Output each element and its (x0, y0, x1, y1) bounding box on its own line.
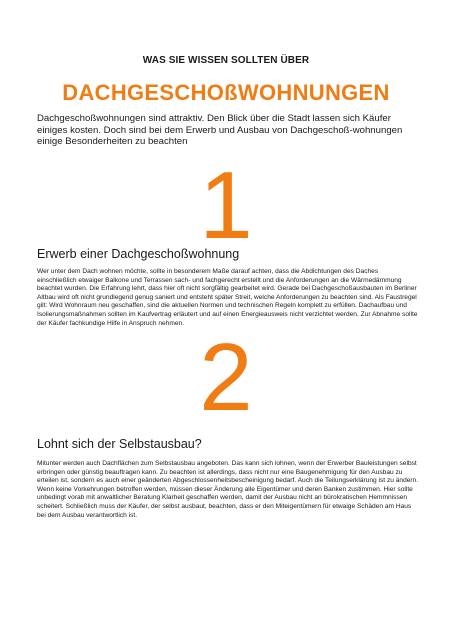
intro-paragraph: Dachgeschoßwohnungen sind attraktiv. Den Blick über die Stadt lassen sich Käufer einiges kosten. Doch sind bei dem Erwerb und Ausbau von Dachgeschoß-wohnungen einige Besonderheiten zu beachten (37, 113, 403, 148)
section-heading-1: Erwerb einer Dachgeschoßwohnung (37, 247, 240, 261)
document-kicker: WAS SIE WISSEN SOLLTEN ÜBER (142, 55, 310, 66)
section-heading-2: Lohnt sich der Selbstausbau? (37, 437, 202, 451)
section-text-2: Mitunter werden auch Dachflächen zum Selbstausbau angeboten. Das kann sich lohnen, wenn der Erwerber Bauleistungen selbst erbringen oder günstig beauftragen kann. Zu beachten ist allerdings, dass nicht nur eine Baugenehmigung für den Ausbau zu erteilen ist, sondern es auch einer geänderten Abgeschlossenheitsbescheinigung bedarf. Auch die Teilungserklärung ist zu ändern. Wenn keine Vorkehrungen betroffen werden, müssen dieser Änderung alle Eigentümer und deren Banken zustimmen. Hier sollte unbedingt vorab mit anwaltlicher Beratung Klarheit geschaffen werden, damit der Ausbau nicht an bürokratischen Hemmnissen scheitert. Schließlich muss der Käufer, der selbst ausbaut, beachten, dass er den Miteigentümern für etwaige Schäden am Haus bei dem Ausbau verantwortlich ist. (37, 460, 419, 519)
section-number-2: 2 (199, 324, 253, 431)
section-text-1: Wer unter dem Dach wohnen möchte, sollte in besonderem Maße darauf achten, dass die Abdichtungen des Daches einschließlich etwaiger Balkone und Terrassen sach- und fachgerecht erstellt und die Anforderungen an die Wärmedämmung beachtet wurden. Die Erfahrung lehrt, dass hier oft nicht sorgfältig gearbeitet wird. Gerade bei Dachgeschoßausbauten im Berliner Altbau wird oft nicht grundlegend genug saniert und entsteht später Streit, welche Anforderungen zu beachten sind. Als Faustregel gilt: Wird Wohnraum neu geschaffen, sind die aktuellen Normen und technischen Regeln komplett zu erfüllen. Dachaufbau und Isolierungsmaßnahmen sollten im Kaufvertrag erläutert und auf einen Energieausweis nicht verzichtet werden. Zur Abnahme sollte der Käufer fachkundige Hilfe in Anspruch nehmen. (37, 268, 418, 327)
section-number-1: 1 (199, 152, 253, 259)
document-title: DACHGESCHOßWOHNUNGEN (62, 80, 390, 105)
